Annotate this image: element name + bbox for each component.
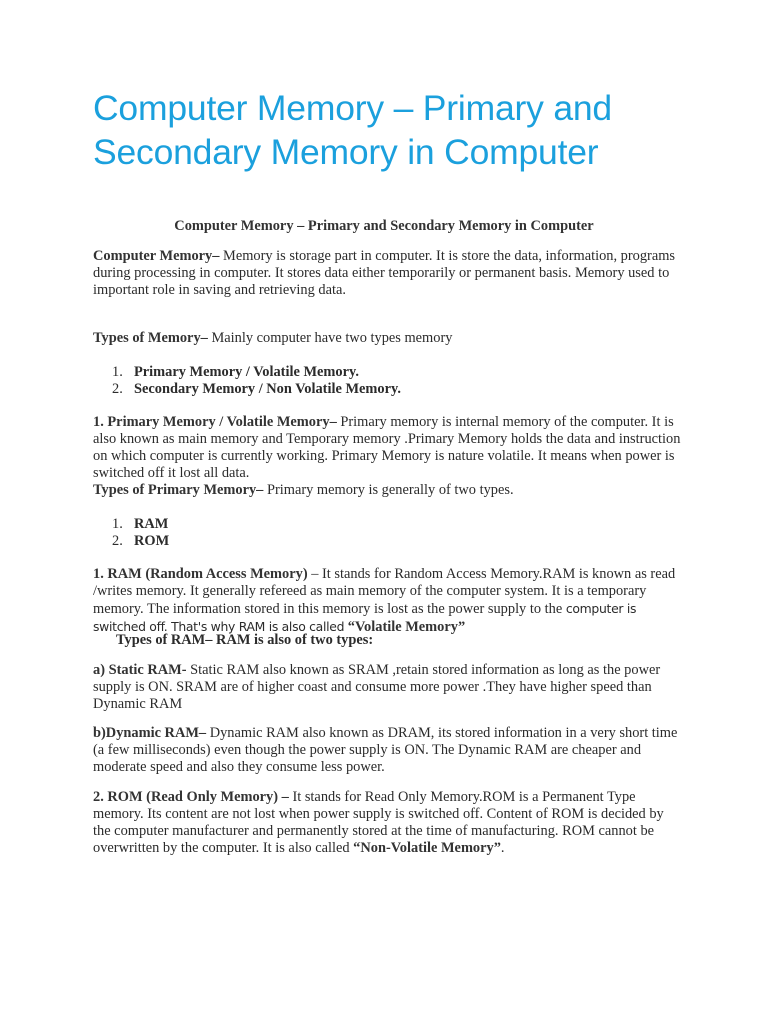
list-item-label: Secondary Memory / Non Volatile Memory. [134, 381, 401, 397]
non-volatile-memory-label: “Non-Volatile Memory” [353, 840, 501, 856]
primary-types-list [112, 516, 169, 550]
types-paragraph [93, 330, 683, 347]
page-title: Computer Memory – Primary and Secondary Memory in Computer [93, 88, 612, 172]
dynamic-ram-paragraph [93, 725, 683, 776]
list-item-label: Primary Memory / Volatile Memory. [134, 364, 359, 380]
primary-memory-paragraph [93, 414, 683, 499]
list-item: 1. RAM [112, 516, 169, 532]
intro-paragraph [93, 248, 683, 299]
list-item-label: RAM [134, 516, 169, 532]
primary-label: 1. Primary Memory / Volatile Memory– [93, 414, 337, 430]
intro-label: Computer Memory– [93, 248, 220, 264]
ram-quote-close: ” [457, 619, 466, 635]
ram-types-line: Types of RAM– RAM is also of two types: [116, 632, 374, 648]
static-ram-paragraph [93, 662, 683, 713]
static-ram-text: Static RAM also known as SRAM ,retain stored information as long as the power supply is ON. SRAM are of higher coast and consume more power .They have higher speed than Dynamic RAM [93, 662, 661, 712]
list-item: 2. Secondary Memory / Non Volatile Memory. [112, 381, 401, 397]
ram-label: 1. RAM (Random Access Memory) [93, 566, 308, 582]
static-ram-label: a) Static RAM- [93, 662, 187, 678]
rom-label: 2. ROM (Read Only Memory) – [93, 789, 289, 805]
list-item: 1. Primary Memory / Volatile Memory. [112, 364, 359, 380]
dynamic-ram-label: b)Dynamic RAM– [93, 725, 207, 741]
ram-text: – It stands for Random Access Memory.RAM is known as read /writes memory. It generally refereed as main memory of the computer system. It is a temporary memory. The information stored in this memory is lost as the power supply to the [93, 566, 676, 617]
memory-types-list [112, 364, 401, 398]
ram-quote-open: “ [347, 619, 355, 635]
volatile-memory-label: Volatile Memory [354, 619, 458, 635]
ram-tail: computer is switched off. That's why RAM is also called [93, 601, 637, 634]
types-text: Mainly computer have two types memory [207, 330, 453, 346]
ram-paragraph [93, 566, 683, 636]
list-item-label: ROM [134, 533, 170, 549]
primary-types-text: Primary memory is generally of two types. [263, 482, 514, 498]
rom-text: It stands for Read Only Memory.ROM is a Permanent Type memory. Its content are not lost when power supply is switched off. Content of ROM is decided by the computer manufacturer and permanently stored at the time of manufacturing. ROM cannot be overwritten by the computer. It is also called [93, 789, 664, 856]
document-subtitle: Computer Memory – Primary and Secondary Memory in Computer [174, 218, 594, 234]
primary-types-label: Types of Primary Memory– [93, 482, 264, 498]
types-label: Types of Memory– [93, 330, 208, 346]
dynamic-ram-text: Dynamic RAM also known as DRAM, its stored information in a very short time (a few milliseconds) even though the power supply is ON. The Dynamic RAM are cheaper and moderate speed and also they consume less power. [93, 725, 678, 775]
rom-paragraph [93, 789, 683, 857]
list-item: 2. ROM [112, 533, 170, 549]
primary-text: Primary memory is internal memory of the computer. It is also known as main memory and Temporary memory .Primary Memory holds the data and instruction on which computer is currently working. Primary Memory is nature volatile. It means when power is switched off it lost all data. [93, 414, 681, 481]
rom-end: . [500, 840, 505, 856]
intro-text: Memory is storage part in computer. It is store the data, information, programs during processing in computer. It stores data either temporarily or permanent basis. Memory used to important role in saving and retrieving data. [93, 248, 676, 298]
